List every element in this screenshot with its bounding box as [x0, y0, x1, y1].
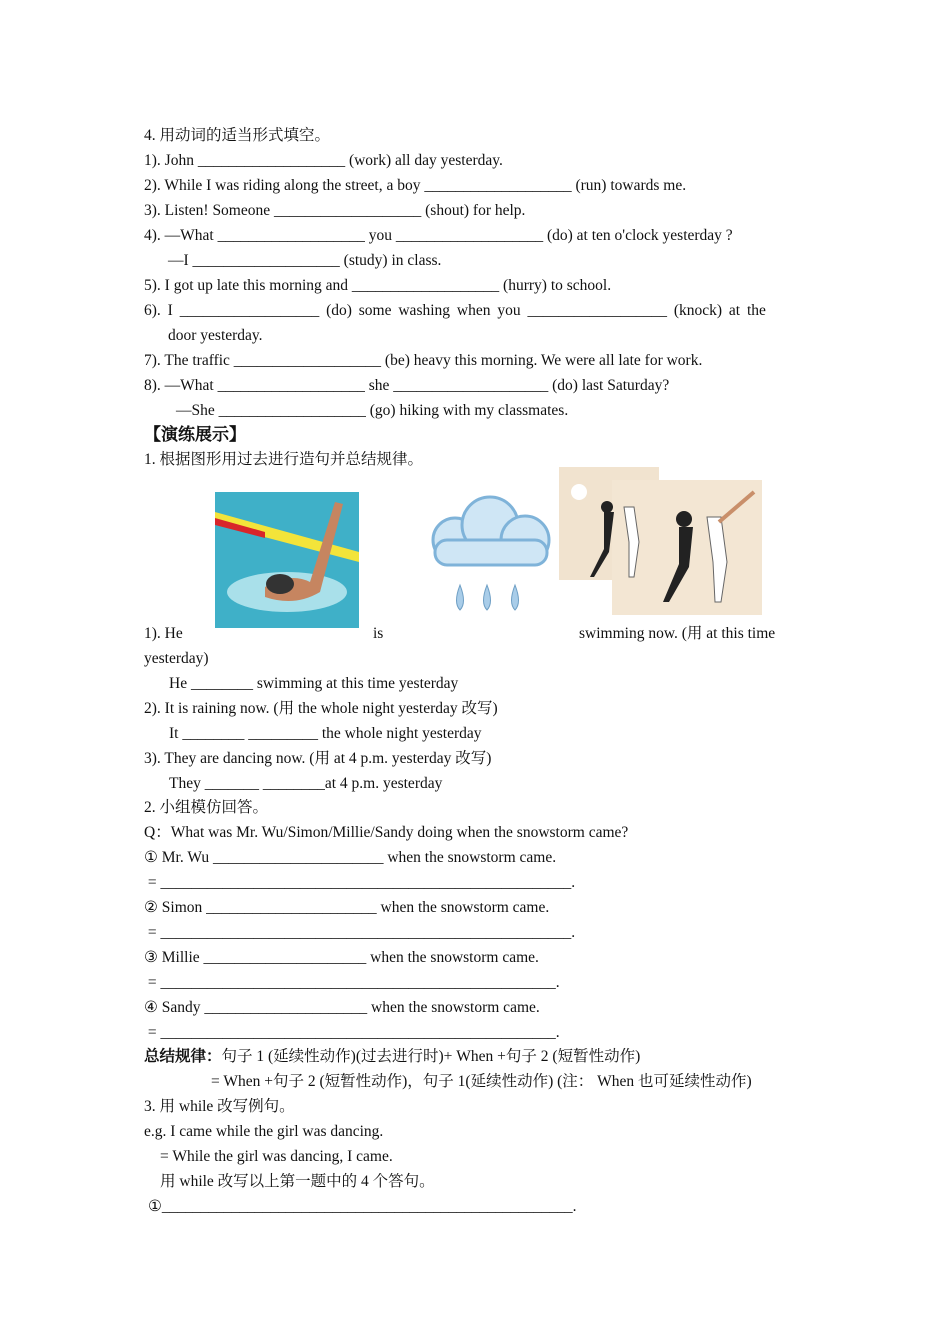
rule-text: 句子 1 (延续性动作)(过去进行时)+ When +句子 2 (短暂性动作): [221, 1048, 641, 1065]
answer-line: He ________ swimming at this time yesterday: [169, 675, 459, 692]
answer-line: = _____________________________________________________.: [144, 924, 576, 941]
question-1-part-d: yesterday): [144, 650, 209, 667]
task-title: 2. 小组模仿回答。: [144, 799, 269, 816]
answer-line: = _____________________________________________________.: [144, 874, 576, 891]
rain-cloud-icon: [425, 495, 555, 615]
exercise-line: 7). The traffic ___________________ (be) heavy this morning. We were all late for work.: [144, 352, 703, 369]
rule-line-2: = When +句子 2 (短暂性动作)，句子 1(延续性动作) (注： When 也可延续性动作): [211, 1073, 752, 1090]
answer-line: ③ Millie _____________________ when the snowstorm came.: [144, 949, 539, 966]
exercise-line: 6). I __________________ (do) some washing when you __________________ (knock) at the: [144, 302, 766, 319]
answer-line: ④ Sandy _____________________ when the snowstorm came.: [144, 999, 540, 1016]
exercise-line: 8). —What ___________________ she ____________________ (do) last Saturday?: [144, 377, 670, 394]
swimmer-image: [215, 492, 359, 628]
exercise-line: door yesterday.: [168, 327, 263, 344]
rule-line: [144, 1047, 640, 1067]
instruction-line: 用 while 改写以上第一题中的 4 个答句。: [160, 1173, 435, 1190]
task-title: 1. 根据图形用过去进行造句并总结规律。: [144, 451, 424, 468]
question-2: 2). It is raining now. (用 the whole night yesterday 改写): [144, 700, 498, 717]
exercise-line: 4). —What ___________________ you ___________________ (do) at ten o'clock yesterday ?: [144, 227, 733, 244]
answer-line: = ___________________________________________________.: [144, 1024, 560, 1041]
answer-line: ② Simon ______________________ when the snowstorm came.: [144, 899, 550, 916]
dancers-image: [559, 467, 763, 616]
question-1-part-c: swimming now. (用 at this time: [579, 625, 776, 642]
answer-line: ①_____________________________________________________.: [148, 1198, 577, 1215]
exercise-line: 2). While I was riding along the street, a boy ___________________ (run) towards me.: [144, 177, 687, 194]
question-line: Q：What was Mr. Wu/Simon/Millie/Sandy doing when the snowstorm came?: [144, 824, 629, 841]
question-1-part-a: 1). He: [144, 625, 183, 642]
question-1-part-b: is: [373, 625, 384, 642]
task-title: 3. 用 while 改写例句。: [144, 1098, 295, 1115]
rule-label: 总结规律：: [144, 1048, 222, 1065]
exercise-line: 5). I got up late this morning and ___________________ (hurry) to school.: [144, 277, 612, 294]
example-line: = While the girl was dancing, I came.: [160, 1148, 393, 1165]
answer-line: It ________ _________ the whole night yesterday: [169, 725, 482, 742]
answer-line: = ___________________________________________________.: [144, 974, 560, 991]
exercise-line: —I ___________________ (study) in class.: [168, 252, 442, 269]
exercise-line: 3). Listen! Someone ___________________ (shout) for help.: [144, 202, 526, 219]
practice-heading: 【演练展示】: [144, 425, 246, 444]
question-3: 3). They are dancing now. (用 at 4 p.m. yesterday 改写): [144, 750, 492, 767]
example-line: e.g. I came while the girl was dancing.: [144, 1123, 384, 1140]
section-title: 4. 用动词的适当形式填空。: [144, 127, 331, 144]
exercise-line: —She ___________________ (go) hiking with my classmates.: [176, 402, 569, 419]
answer-line: They _______ ________at 4 p.m. yesterday: [169, 775, 443, 792]
answer-line: ① Mr. Wu ______________________ when the snowstorm came.: [144, 849, 557, 866]
exercise-line: 1). John ___________________ (work) all day yesterday.: [144, 152, 503, 169]
